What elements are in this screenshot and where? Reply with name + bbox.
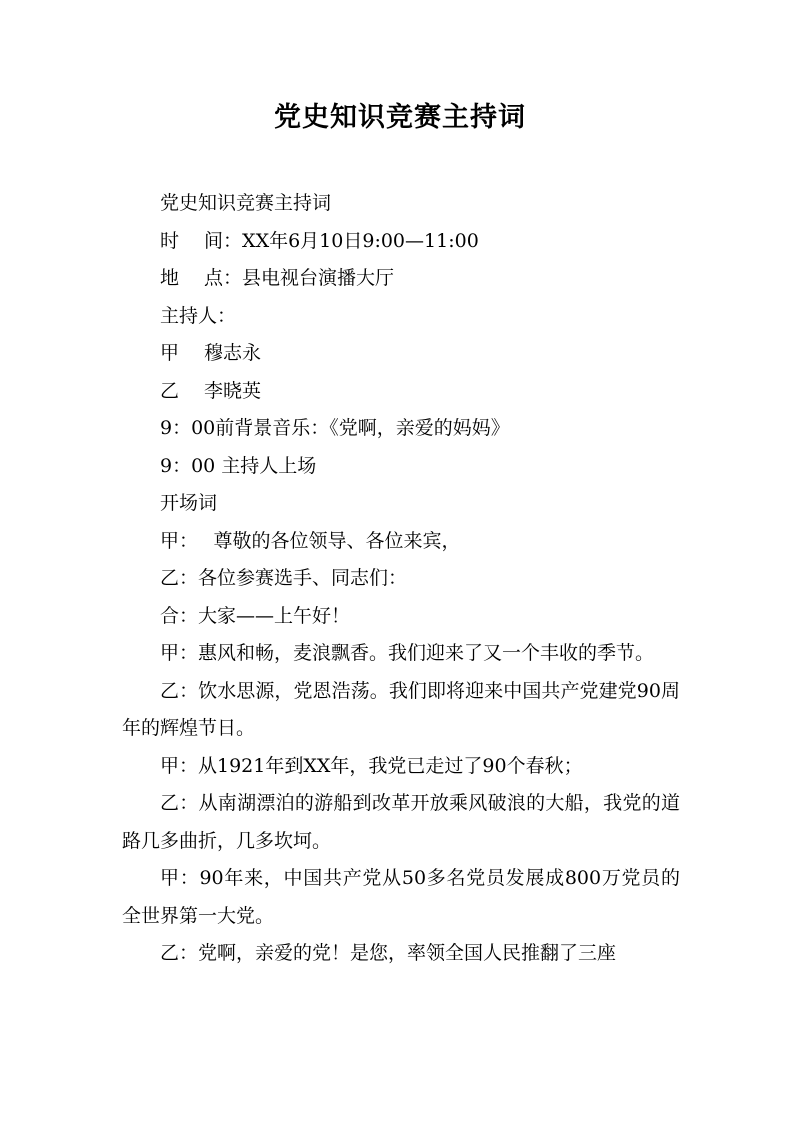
paragraph: 9：00前背景音乐：《党啊，亲爱的妈妈》	[160, 417, 510, 439]
paragraph: 甲：从1921年到XX年，我党已走过了90个春秋；	[160, 754, 583, 777]
document-title: 党史知识竞赛主持词	[274, 102, 526, 133]
paragraph: 乙：党啊，亲爱的党！是您，率领全国人民推翻了三座	[160, 942, 617, 964]
paragraph: 甲：惠风和畅，麦浪飘香。我们迎来了又一个丰收的季节。	[160, 642, 655, 664]
paragraph: 乙：饮水思源，党恩浩荡。我们即将迎来中国共产党建党90周年的辉煌节日。	[122, 679, 680, 739]
paragraph: 甲：90年来，中国共产党从50多名党员发展成800万党员的全世界第一大党。	[122, 867, 680, 927]
paragraph: 甲 穆志永	[160, 342, 262, 364]
paragraph: 开场词	[160, 492, 218, 514]
paragraph: 主持人：	[160, 304, 237, 327]
paragraph: 乙 李晓英	[160, 379, 262, 402]
paragraph: 乙：各位参赛选手、同志们：	[160, 567, 408, 589]
paragraph: 9：00 主持人上场	[160, 454, 317, 477]
paragraph: 党史知识竞赛主持词	[160, 192, 332, 214]
paragraph: 合：大家——上午好！	[160, 604, 351, 627]
paragraph: 时 间：XX年6月10日9:00—11:00	[160, 229, 479, 252]
paragraph: 甲： 尊敬的各位领导、各位来宾，	[160, 529, 461, 552]
paragraph: 乙：从南湖漂泊的游船到改革开放乘风破浪的大船，我党的道路几多曲折，几多坎坷。	[122, 792, 680, 852]
paragraph: 地 点：县电视台演播大厅	[160, 267, 395, 289]
document-body	[122, 185, 680, 973]
